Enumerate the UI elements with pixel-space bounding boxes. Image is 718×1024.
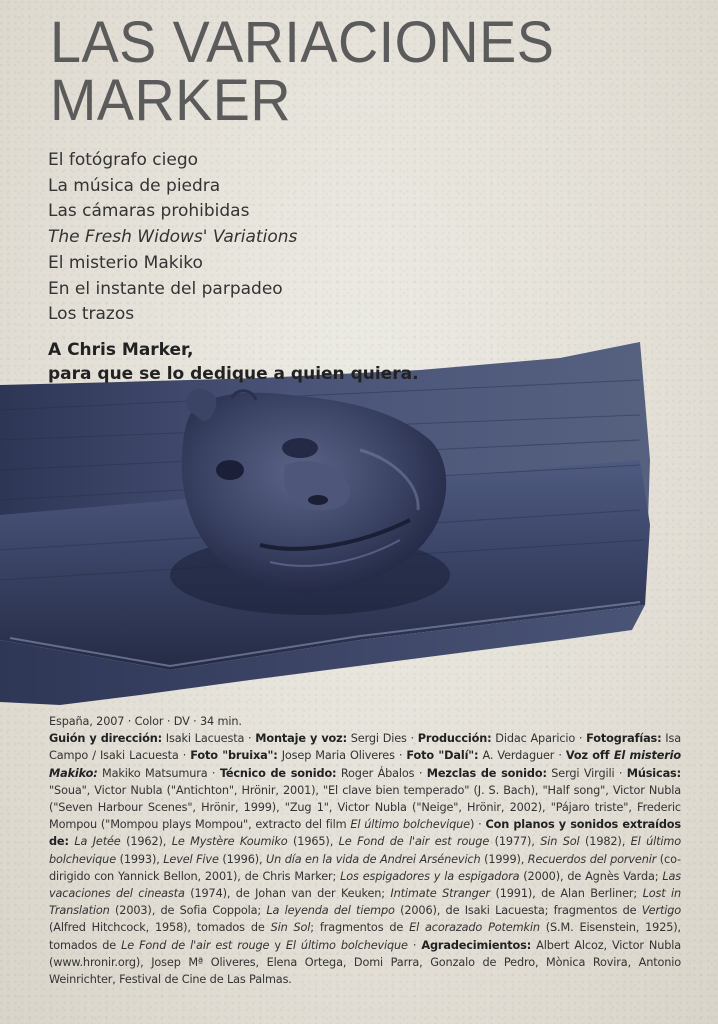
film-title: Lost in Translation — [49, 887, 681, 918]
credits-block — [49, 713, 681, 988]
credit-label: Producción: — [417, 732, 492, 746]
credit-text: (2003), de Sofia Coppola; — [109, 904, 267, 918]
credit-text: Isaki Lacuesta · — [162, 732, 256, 746]
film-meta: España, 2007 · Color · DV · 34 min. — [49, 715, 242, 728]
credit-label: Agradecimientos: — [421, 938, 532, 952]
credit-text: (1965), — [287, 835, 339, 849]
credit-text: (1993), — [116, 852, 164, 866]
credit-text: (1982), — [579, 835, 631, 849]
dedication-line-2: para que se lo dedique a quien quiera. — [48, 364, 419, 384]
film-title: Los espigadores y la espigadora — [340, 869, 520, 883]
credit-text: (1977), — [489, 835, 541, 849]
credit-label: Foto "bruixa": — [190, 749, 278, 763]
film-title: Le Mystère Koumiko — [171, 835, 288, 849]
film-title: La leyenda del tiempo — [266, 904, 395, 918]
episode-item: Las cámaras prohibidas — [48, 201, 250, 222]
film-title: Las vacaciones del cineasta — [49, 869, 682, 901]
film-title: Le Fond de l'air est rouge — [338, 835, 490, 849]
episode-list — [48, 148, 297, 328]
credit-label: Mezclas de sonido: — [426, 766, 547, 780]
credit-text: Makiko Matsumura · — [97, 766, 220, 780]
credit-label: El misterio Makiko: — [49, 749, 681, 780]
stone-carving-image — [0, 340, 650, 705]
film-title: Intimate Stranger — [390, 887, 490, 901]
credit-text: Josep Maria Oliveres · — [277, 749, 407, 763]
credit-label: Técnico de sonido: — [219, 766, 337, 780]
credit-text: (S.M. Eisenstein, 1925), tomados de — [49, 921, 681, 952]
dedication-line-1: A Chris Marker, — [48, 340, 194, 360]
episode-item: En el instante del parpadeo — [48, 278, 283, 299]
credit-label: Con planos y sonidos extraídos de: — [49, 818, 681, 849]
film-title: Level Five — [163, 852, 219, 866]
title-line-2: MARKER — [50, 68, 292, 133]
credit-label: Fotografías: — [586, 732, 662, 746]
credit-text: Isa Campo / Isaki Lacuesta · — [49, 732, 681, 763]
credit-text: (1999), — [480, 852, 528, 866]
credits-body — [49, 732, 681, 986]
credit-text: (1962), — [120, 835, 172, 849]
credit-text: ; fragmentos de — [310, 921, 410, 935]
page-title — [50, 10, 555, 133]
film-title: Vertigo — [641, 904, 681, 918]
credit-text: Sergi Dies · — [346, 732, 418, 746]
film-title: Sin Sol — [270, 921, 311, 935]
credit-text: Sergi Virgili · — [546, 766, 627, 780]
credit-label: Músicas: — [626, 766, 681, 780]
episode-item: Los trazos — [48, 304, 135, 325]
film-title: Un día en la vida de Andrei Arsénevich — [266, 852, 481, 866]
film-title: El último bolchevique — [49, 835, 681, 866]
film-title: El último bolchevique — [285, 938, 408, 952]
episode-item: The Fresh Widows' Variations — [48, 227, 298, 248]
film-title: Sin Sol — [540, 835, 580, 849]
credit-label: Guión y dirección: — [49, 732, 163, 746]
credit-text: Albert Alcoz, Victor Nubla (www.hronir.org), Josep Mª Oliveres, Elena Ortega, Domi Parra, Gonzalo de Pedro, Mònica Rovira, Antonio Weinrichter, Festival de Cine de Las Palmas. — [49, 938, 682, 987]
credit-text: y — [269, 938, 286, 952]
credit-text: (1996), — [218, 852, 267, 866]
credit-text: (1974), de Johan van der Keuken; — [184, 887, 391, 901]
credit-text: (Alfred Hitchcock, 1958), tomados de — [49, 921, 271, 935]
episode-item: El misterio Makiko — [48, 252, 203, 273]
title-line-1: LAS VARIACIONES — [50, 10, 555, 75]
credit-text: (2000), de Agnès Varda; — [519, 869, 663, 883]
credit-label: Voz off — [565, 749, 614, 763]
credit-text: A. Verdaguer · — [478, 749, 566, 763]
credit-text: (2006), de Isaki Lacuesta; fragmentos de — [394, 904, 642, 918]
film-title: La Jetée — [74, 835, 121, 849]
stone-carving-photo — [0, 340, 650, 705]
dedication — [48, 338, 419, 386]
film-title: Le Fond de l'air est rouge — [121, 938, 270, 952]
credit-text: Roger Ábalos · — [336, 766, 427, 780]
credit-text: (co-dirigido con Yannick Bellon, 2001), de Chris Marker; — [49, 852, 681, 883]
credit-text: ) · — [469, 818, 486, 832]
episode-item: La música de piedra — [48, 175, 221, 196]
credit-text: Didac Aparicio · — [491, 732, 587, 746]
film-title: El acorazado Potemkin — [409, 921, 540, 935]
credit-label: Foto "Dalí": — [406, 749, 479, 763]
episode-item: El fotógrafo ciego — [48, 150, 199, 170]
credit-text: · — [407, 938, 422, 952]
credit-label: Montaje y voz: — [255, 732, 347, 746]
film-title: Recuerdos del porvenir — [527, 852, 657, 866]
credit-text: (1991), de Alan Berliner; — [489, 887, 643, 901]
film-title: El último bolchevique — [350, 818, 470, 832]
credit-text: "Soua", Victor Nubla ("Antichton", Hrönir, 2001), "El clave bien temperado" (J. S. Bach), "Half song", Victor Nubla ("Seven Harbour Scenes", Hrönir, 1999), "Zug 1", Victor Nubla ("Neige", Hrönir, 2002), "Pájaro triste", Frederic Mompou ("Mompou plays Mompou", extracto del film — [49, 783, 681, 832]
